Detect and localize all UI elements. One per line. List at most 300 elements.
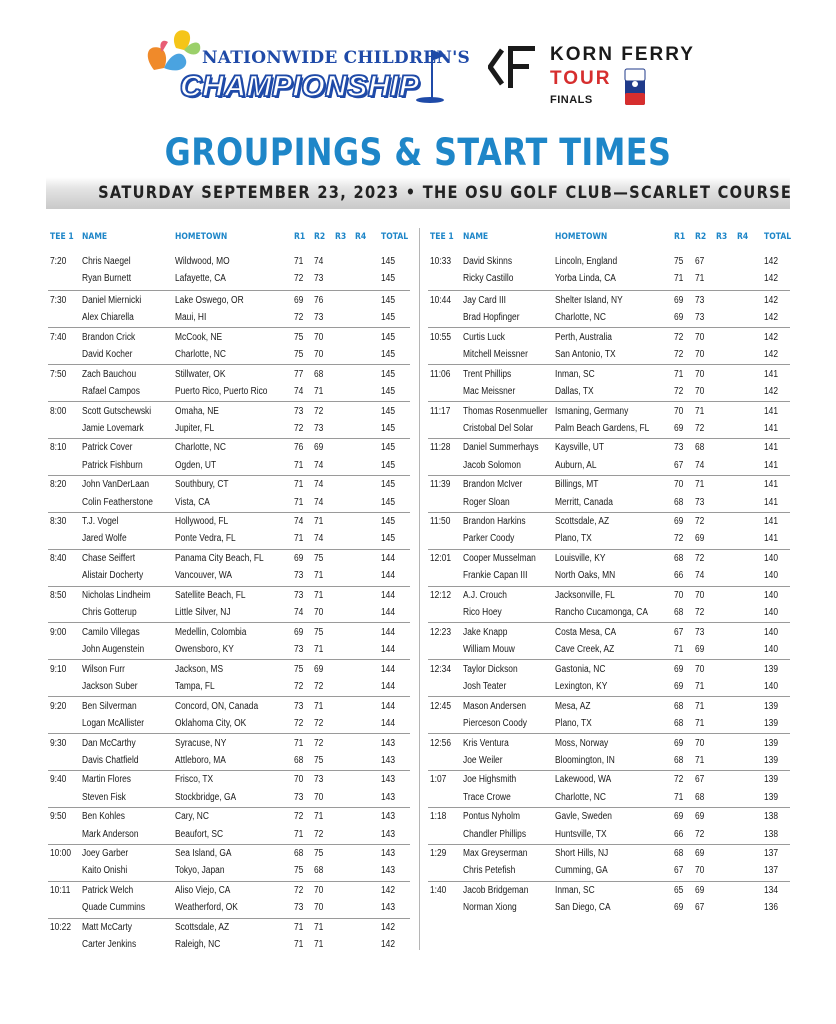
tee-time: 12:01 [430, 553, 452, 565]
round1-score: 75 [294, 865, 304, 877]
table-row [48, 809, 410, 826]
player-name: Alistair Docherty [82, 570, 144, 582]
player-name: John VanDerLaan [82, 479, 150, 491]
table-row [48, 568, 410, 585]
tee-time: 9:00 [50, 626, 67, 638]
player-name: Scott Gutschewski [82, 405, 152, 417]
player-hometown: Charlotte, NC [175, 442, 226, 454]
total-score: 142 [764, 294, 779, 306]
round1-score: 67 [674, 865, 684, 877]
total-score: 142 [764, 348, 779, 360]
player-hometown: Syracuse, NY [175, 737, 227, 749]
total-score: 145 [381, 294, 396, 306]
table-row [48, 662, 410, 679]
round2-score: 73 [695, 294, 705, 306]
tee-time: 12:23 [430, 626, 452, 638]
table-row [48, 883, 410, 900]
round1-score: 73 [294, 405, 304, 417]
total-score: 145 [381, 459, 396, 471]
total-score: 145 [381, 385, 396, 397]
round1-score: 71 [674, 368, 684, 380]
player-name: Kaito Onishi [82, 865, 128, 877]
player-hometown: Charlotte, NC [555, 312, 606, 324]
round2-score: 68 [695, 791, 705, 803]
player-hometown: Louisville, KY [555, 553, 606, 565]
table-row [48, 293, 410, 310]
player-name: Jacob Solomon [463, 459, 521, 471]
player-name: Steven Fisk [82, 791, 126, 803]
total-score: 145 [381, 348, 396, 360]
total-score: 143 [381, 902, 396, 914]
round1-score: 69 [674, 422, 684, 434]
round1-score: 72 [674, 774, 684, 786]
player-name: Brad Hopfinger [463, 312, 520, 324]
round1-score: 72 [674, 331, 684, 343]
player-hometown: Little Silver, NJ [175, 607, 231, 619]
player-name: T.J. Vogel [82, 516, 119, 528]
tee-time: 10:55 [430, 331, 452, 343]
round2-score: 71 [314, 811, 324, 823]
player-hometown: Medellin, Colombia [175, 626, 247, 638]
table-row [48, 625, 410, 642]
round2-score: 72 [695, 553, 705, 565]
total-score: 141 [764, 459, 779, 471]
tee-group [428, 438, 790, 475]
table-row [48, 271, 410, 288]
header-name: NAME [463, 232, 489, 242]
player-hometown: Gastonia, NC [555, 663, 606, 675]
player-hometown: Panama City Beach, FL [175, 553, 264, 565]
tee-group [48, 918, 410, 955]
table-header [48, 230, 410, 252]
player-hometown: Puerto Rico, Puerto Rico [175, 385, 268, 397]
tee-group [48, 549, 410, 586]
round1-score: 69 [294, 626, 304, 638]
table-row [428, 330, 790, 347]
round2-score: 69 [695, 811, 705, 823]
table-row [428, 384, 790, 401]
total-score: 143 [381, 811, 396, 823]
player-hometown: Wildwood, MO [175, 255, 230, 267]
round1-score: 71 [674, 272, 684, 284]
korn-ferry-mark-icon [488, 44, 540, 90]
player-hometown: Perth, Australia [555, 331, 612, 343]
round1-score: 69 [674, 294, 684, 306]
player-hometown: Scottsdale, AZ [175, 922, 230, 934]
tee-time: 11:28 [430, 442, 451, 454]
player-hometown: Huntsville, TX [555, 828, 607, 840]
tee-time: 10:44 [430, 294, 452, 306]
total-score: 140 [764, 590, 779, 602]
round1-score: 69 [674, 663, 684, 675]
player-hometown: Owensboro, KY [175, 644, 234, 656]
header-hometown: HOMETOWN [175, 232, 228, 242]
round2-score: 67 [695, 902, 705, 914]
table-row [428, 254, 790, 271]
round2-score: 75 [314, 848, 324, 860]
table-row [48, 827, 410, 844]
player-name: Chris Naegel [82, 255, 131, 267]
round2-score: 69 [695, 644, 705, 656]
round1-score: 73 [294, 644, 304, 656]
tee-group [48, 696, 410, 733]
player-name: Ricky Castillo [463, 272, 514, 284]
total-score: 139 [764, 774, 779, 786]
table-row [428, 514, 790, 531]
tee-group [428, 696, 790, 733]
round2-score: 71 [695, 754, 705, 766]
total-score: 145 [381, 442, 396, 454]
total-score: 144 [381, 570, 396, 582]
round1-score: 68 [674, 848, 684, 860]
player-name: Taylor Dickson [463, 663, 518, 675]
table-row [428, 662, 790, 679]
player-hometown: North Oaks, MN [555, 570, 616, 582]
table-row [48, 330, 410, 347]
round2-score: 69 [695, 885, 705, 897]
total-score: 140 [764, 570, 779, 582]
header-r4: R4 [355, 232, 367, 242]
total-score: 142 [381, 922, 396, 934]
player-name: Trace Crowe [463, 791, 511, 803]
round1-score: 73 [294, 590, 304, 602]
total-score: 144 [381, 663, 396, 675]
event-logo-line2: CHAMPIONSHIP [180, 70, 420, 103]
header-tee: TEE 1 [50, 232, 74, 242]
table-row [48, 699, 410, 716]
right-groups [428, 254, 790, 918]
tee-time: 8:10 [50, 442, 67, 454]
player-hometown: Aliso Viejo, CA [175, 885, 231, 897]
player-hometown: Cumming, GA [555, 865, 608, 877]
header-r3: R3 [335, 232, 347, 242]
column-divider [419, 228, 420, 950]
table-row [428, 846, 790, 863]
round1-score: 74 [294, 385, 304, 397]
round1-score: 68 [294, 848, 304, 860]
total-score: 136 [764, 902, 779, 914]
tee-group [428, 254, 790, 291]
player-hometown: Weatherford, OK [175, 902, 238, 914]
round1-score: 75 [674, 255, 684, 267]
round2-score: 73 [695, 496, 705, 508]
tee-group [428, 290, 790, 327]
player-name: Roger Sloan [463, 496, 510, 508]
player-hometown: Southbury, CT [175, 479, 229, 491]
total-score: 141 [764, 405, 779, 417]
player-name: Pierceson Coody [463, 717, 527, 729]
total-score: 142 [381, 939, 396, 951]
player-hometown: Oklahoma City, OK [175, 717, 247, 729]
player-hometown: Short Hills, NJ [555, 848, 609, 860]
total-score: 138 [764, 828, 779, 840]
round2-score: 74 [314, 255, 324, 267]
player-hometown: Cave Creek, AZ [555, 644, 615, 656]
total-score: 144 [381, 680, 396, 692]
tee-group [428, 844, 790, 881]
table-row [428, 477, 790, 494]
tee-time: 8:40 [50, 553, 67, 565]
player-hometown: Yorba Linda, CA [555, 272, 616, 284]
round2-score: 68 [695, 442, 705, 454]
round2-score: 74 [314, 459, 324, 471]
round2-score: 69 [314, 442, 324, 454]
round1-score: 68 [674, 754, 684, 766]
round1-score: 69 [674, 516, 684, 528]
player-name: Carter Jenkins [82, 939, 137, 951]
round2-score: 70 [314, 607, 324, 619]
player-hometown: Satellite Beach, FL [175, 590, 246, 602]
total-score: 142 [764, 331, 779, 343]
player-name: Joe Weiler [463, 754, 503, 766]
round1-score: 68 [674, 717, 684, 729]
total-score: 145 [381, 496, 396, 508]
total-score: 143 [381, 848, 396, 860]
total-score: 140 [764, 553, 779, 565]
player-name: Chandler Phillips [463, 828, 527, 840]
round2-score: 71 [314, 700, 324, 712]
tee-group [428, 475, 790, 512]
player-name: Joey Garber [82, 848, 129, 860]
table-row [428, 900, 790, 917]
player-name: Mason Andersen [463, 700, 527, 712]
tee-group [48, 844, 410, 881]
player-name: Brandon Harkins [463, 516, 526, 528]
round2-score: 67 [695, 255, 705, 267]
table-row [428, 551, 790, 568]
tour-logo-line3: FINALS [550, 94, 593, 106]
tee-time: 1:29 [430, 848, 447, 860]
table-row [428, 605, 790, 622]
korn-ferry-tour-logo [488, 40, 708, 112]
tee-time: 7:30 [50, 294, 67, 306]
player-hometown: Jacksonville, FL [555, 590, 615, 602]
player-name: Jared Wolfe [82, 533, 127, 545]
round2-score: 74 [314, 496, 324, 508]
tee-group [428, 659, 790, 696]
player-name: Joe Highsmith [463, 774, 517, 786]
tee-time: 11:06 [430, 368, 451, 380]
player-name: Matt McCarty [82, 922, 132, 934]
total-score: 144 [381, 607, 396, 619]
round2-score: 72 [695, 828, 705, 840]
total-score: 139 [764, 700, 779, 712]
player-hometown: Palm Beach Gardens, FL [555, 422, 650, 434]
round2-score: 67 [695, 774, 705, 786]
table-row [428, 790, 790, 807]
table-row [428, 495, 790, 512]
player-name: Norman Xiong [463, 902, 517, 914]
total-score: 141 [764, 533, 779, 545]
tee-time: 1:40 [430, 885, 447, 897]
player-name: Ryan Burnett [82, 272, 132, 284]
table-row [428, 736, 790, 753]
table-row [48, 514, 410, 531]
table-row [48, 790, 410, 807]
player-hometown: Mesa, AZ [555, 700, 591, 712]
round1-score: 75 [294, 663, 304, 675]
round1-score: 71 [294, 255, 304, 267]
round2-score: 70 [314, 331, 324, 343]
player-hometown: Hollywood, FL [175, 516, 229, 528]
total-score: 137 [764, 865, 779, 877]
round2-score: 70 [314, 885, 324, 897]
player-hometown: Bloomington, IN [555, 754, 615, 766]
round1-score: 71 [294, 496, 304, 508]
tee-group [428, 512, 790, 549]
player-name: Ben Silverman [82, 700, 137, 712]
tee-group [48, 290, 410, 327]
round1-score: 70 [674, 590, 684, 602]
player-name: Nicholas Lindheim [82, 590, 151, 602]
round2-score: 75 [314, 626, 324, 638]
tee-time: 11:50 [430, 516, 451, 528]
player-hometown: Tampa, FL [175, 680, 215, 692]
tee-time: 12:56 [430, 737, 452, 749]
table-row [48, 421, 410, 438]
player-name: Kris Ventura [463, 737, 509, 749]
player-hometown: Lexington, KY [555, 680, 608, 692]
tee-group [428, 327, 790, 364]
tour-logo-line1: KORN FERRY [550, 44, 695, 65]
round1-score: 69 [674, 902, 684, 914]
player-name: Cooper Musselman [463, 553, 536, 565]
tee-group [428, 549, 790, 586]
date-venue-text: SATURDAY SEPTEMBER 23, 2023 • THE OSU GOLF CLUB—SCARLET COURSE [98, 183, 793, 203]
round2-score: 74 [695, 570, 705, 582]
table-row [428, 421, 790, 438]
table-row [48, 477, 410, 494]
total-score: 142 [764, 255, 779, 267]
round2-score: 69 [695, 848, 705, 860]
player-hometown: Omaha, NE [175, 405, 219, 417]
round2-score: 70 [314, 791, 324, 803]
table-row [428, 716, 790, 733]
player-name: Cristobal Del Solar [463, 422, 534, 434]
table-row [428, 679, 790, 696]
tee-time: 7:40 [50, 331, 67, 343]
total-score: 141 [764, 479, 779, 491]
player-name: Josh Teater [463, 680, 507, 692]
total-score: 140 [764, 607, 779, 619]
player-name: Patrick Cover [82, 442, 133, 454]
player-hometown: Costa Mesa, CA [555, 626, 617, 638]
player-hometown: Scottsdale, AZ [555, 516, 610, 528]
tee-time: 10:33 [430, 255, 452, 267]
pga-tour-shield-icon [624, 68, 646, 106]
total-score: 144 [381, 717, 396, 729]
player-name: Rico Hoey [463, 607, 502, 619]
round2-score: 72 [314, 828, 324, 840]
round2-score: 72 [314, 737, 324, 749]
round1-score: 72 [294, 312, 304, 324]
round2-score: 71 [314, 922, 324, 934]
player-name: David Kocher [82, 348, 133, 360]
table-row [428, 293, 790, 310]
player-hometown: Vista, CA [175, 496, 210, 508]
total-score: 145 [381, 331, 396, 343]
player-name: Jake Knapp [463, 626, 508, 638]
round2-score: 74 [314, 533, 324, 545]
round1-score: 73 [294, 902, 304, 914]
round1-score: 72 [674, 533, 684, 545]
player-name: Patrick Fishburn [82, 459, 143, 471]
round2-score: 72 [314, 405, 324, 417]
player-name: Brandon McIver [463, 479, 523, 491]
total-score: 144 [381, 590, 396, 602]
tee-group [48, 438, 410, 475]
player-hometown: Jupiter, FL [175, 422, 215, 434]
player-hometown: Rancho Cucamonga, CA [555, 607, 648, 619]
total-score: 141 [764, 368, 779, 380]
total-score: 140 [764, 626, 779, 638]
player-hometown: Frisco, TX [175, 774, 214, 786]
table-row [428, 310, 790, 327]
round2-score: 71 [314, 516, 324, 528]
player-name: Frankie Capan III [463, 570, 528, 582]
total-score: 141 [764, 422, 779, 434]
table-row [428, 772, 790, 789]
player-name: Brandon Crick [82, 331, 136, 343]
table-row [48, 846, 410, 863]
round2-score: 73 [695, 626, 705, 638]
total-score: 144 [381, 700, 396, 712]
table-row [48, 384, 410, 401]
round2-score: 68 [314, 865, 324, 877]
round2-score: 70 [695, 348, 705, 360]
total-score: 144 [381, 553, 396, 565]
header-r1: R1 [674, 232, 686, 242]
total-score: 143 [381, 774, 396, 786]
round2-score: 76 [314, 294, 324, 306]
round1-score: 68 [674, 496, 684, 508]
table-row [48, 863, 410, 880]
total-score: 141 [764, 496, 779, 508]
tee-group [428, 364, 790, 401]
total-score: 142 [381, 885, 396, 897]
player-hometown: Sea Island, GA [175, 848, 232, 860]
player-name: Jackson Suber [82, 680, 138, 692]
player-hometown: Attleboro, MA [175, 754, 226, 766]
tee-group [428, 622, 790, 659]
player-name: Mac Meissner [463, 385, 516, 397]
tee-time: 12:34 [430, 663, 452, 675]
round1-score: 72 [294, 422, 304, 434]
tee-group [48, 512, 410, 549]
player-name: Dan McCarthy [82, 737, 136, 749]
tee-group [48, 586, 410, 623]
table-row [48, 937, 410, 954]
round1-score: 71 [674, 644, 684, 656]
round1-score: 71 [294, 737, 304, 749]
round1-score: 77 [294, 368, 304, 380]
round1-score: 72 [294, 272, 304, 284]
tee-time: 11:17 [430, 405, 451, 417]
table-row [48, 920, 410, 937]
round2-score: 69 [695, 533, 705, 545]
tee-time: 7:20 [50, 255, 67, 267]
round1-score: 66 [674, 828, 684, 840]
table-row [428, 440, 790, 457]
date-venue-banner [46, 177, 793, 209]
table-row [48, 531, 410, 548]
round2-score: 71 [314, 570, 324, 582]
header-hometown: HOMETOWN [555, 232, 608, 242]
round2-score: 69 [314, 663, 324, 675]
round1-score: 70 [294, 774, 304, 786]
tee-group [48, 327, 410, 364]
total-score: 144 [381, 644, 396, 656]
